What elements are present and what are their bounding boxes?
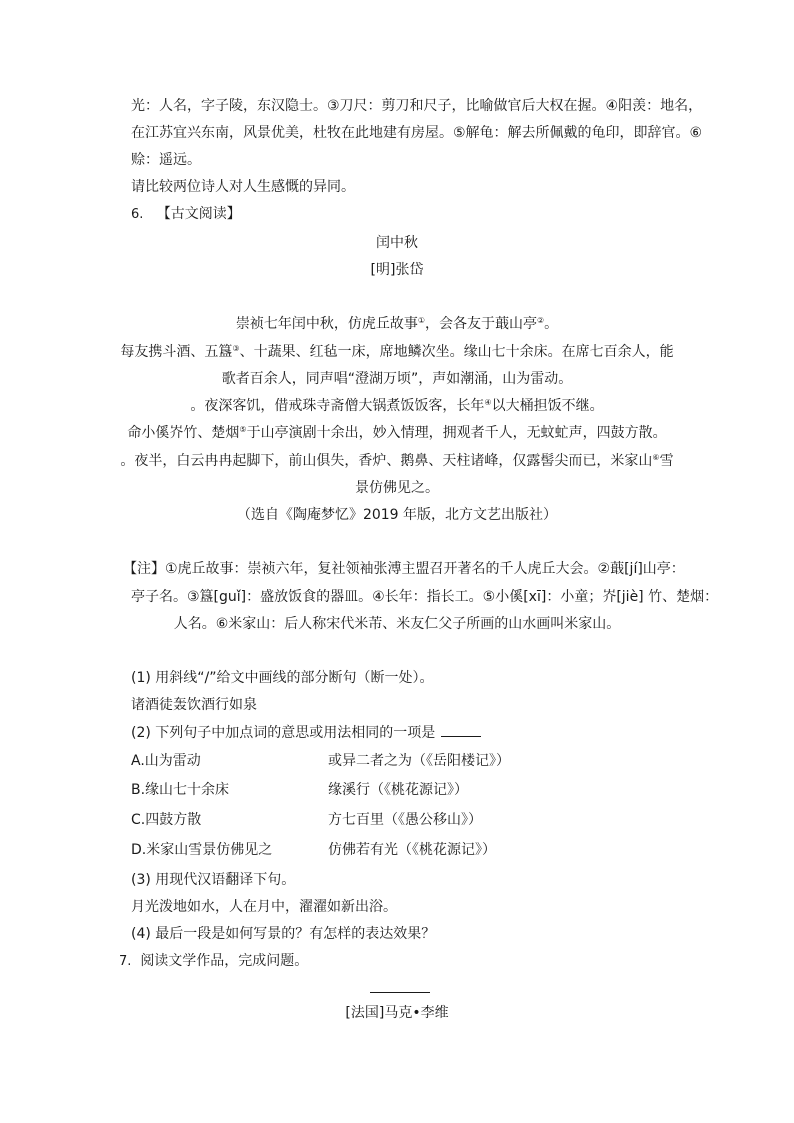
- option-b: B.缘山七十余床: [131, 782, 230, 798]
- subquestion-2: (2) 下列句子中加点词的意思或用法相同的一项是: [131, 722, 481, 743]
- subquestion-1: (1) 用斜线“/”给文中画线的部分断句（断一处）。: [131, 670, 434, 686]
- note-line-2: 在江苏宜兴东南，风景优美，杜牧在此地建有房屋。⑤解龟：解去所佩戴的龟印，即辞官。⑥: [131, 125, 703, 141]
- passage-paragraph: 每友携斗酒、五簋③、十蔬果、红毡一床，席地鳞次坐。缘山七十余床。在席七百余人，能: [120, 344, 674, 360]
- question-number: 6.: [131, 207, 144, 222]
- passage-author: [法国]马克•李维: [345, 1005, 449, 1021]
- option-c-compare: 方七百里（《愚公移山》）: [328, 812, 482, 828]
- option-d: D.米家山雪景仿佛见之: [131, 842, 273, 858]
- annotation-line-2: 亭子名。③簋[guǐ]：盛放饭食的器皿。④长年：指长工。⑤小傒[xī]：小童；岕[jiè] 竹、楚烟：: [131, 589, 719, 605]
- subquestion-4: (4) 最后一段是如何写景的？有怎样的表达效果？: [131, 926, 436, 942]
- option-a-compare: 或异二者之为（《岳阳楼记》）: [328, 753, 510, 769]
- annotation-line-3: 人名。⑥米家山：后人称宋代米芾、米友仁父子所画的山水画叫米家山。: [173, 616, 621, 632]
- question-number: 7.: [119, 954, 132, 969]
- passage-paragraph: 歌者百余人，同声唱“澄湖万顷”，声如潮涌，山为雷动。: [221, 371, 573, 387]
- title-underline: [370, 992, 430, 993]
- passage-paragraph: 命小傒岕竹、楚烟⑤于山亭演剧十余出，妙入情理，拥观者千人，无蚊虻声，四鼓方散。: [127, 425, 667, 441]
- subquestion-1-text: 诸酒徒轰饮酒行如泉: [131, 697, 257, 713]
- passage-paragraph: 。夜半，白云冉冉起脚下，前山俱失，香炉、鹅鼻、天柱诸峰，仅露髻尖而已，米家山⑥雪: [120, 453, 674, 469]
- question-7-header: [119, 951, 308, 972]
- note-line-1: 光：人名，字子陵，东汉隐士。③刀尺：剪刀和尺子，比喻做官后大权在握。④阳羡：地名，: [131, 98, 703, 114]
- note-line-3: 赊：遥远。: [131, 152, 201, 168]
- passage-paragraph: 崇祯七年闰中秋，仿虎丘故事①，会各友于蕺山亭②。: [235, 316, 559, 332]
- option-c: C.四鼓方散: [131, 812, 202, 828]
- passage-source: （选自《陶庵梦忆》2019 年版，北方文艺出版社）: [236, 507, 558, 523]
- passage-author: [明]张岱: [370, 262, 424, 278]
- passage-title: 闰中秋: [376, 235, 418, 251]
- subquestion-3: (3) 用现代汉语翻译下句。: [131, 872, 296, 888]
- passage-paragraph: 景仿佛见之。: [355, 480, 439, 496]
- annotation-line-1: 【注】①虎丘故事：崇祯六年，复社领袖张溥主盟召开著名的千人虎丘大会。②蕺[jí]山亭：: [123, 561, 685, 577]
- question-prompt: 请比较两位诗人对人生感慨的异同。: [131, 179, 355, 195]
- question-prompt: 阅读文学作品，完成问题。: [140, 953, 309, 969]
- question-6-header: [131, 204, 241, 225]
- option-d-compare: 仿佛若有光（《桃花源记》）: [328, 842, 496, 858]
- option-a: A.山为雷动: [131, 753, 201, 769]
- section-label: 【古文阅读】: [156, 206, 241, 222]
- passage-paragraph: 。夜深客饥，借戒珠寺斋僧大锅煮饭饭客，长年④以大桶担饭不继。: [190, 398, 604, 414]
- subquestion-3-text: 月光泼地如水，人在月中，濯濯如新出浴。: [131, 899, 397, 915]
- option-b-compare: 缘溪行（《桃花源记》）: [328, 782, 468, 798]
- answer-blank[interactable]: [441, 722, 481, 737]
